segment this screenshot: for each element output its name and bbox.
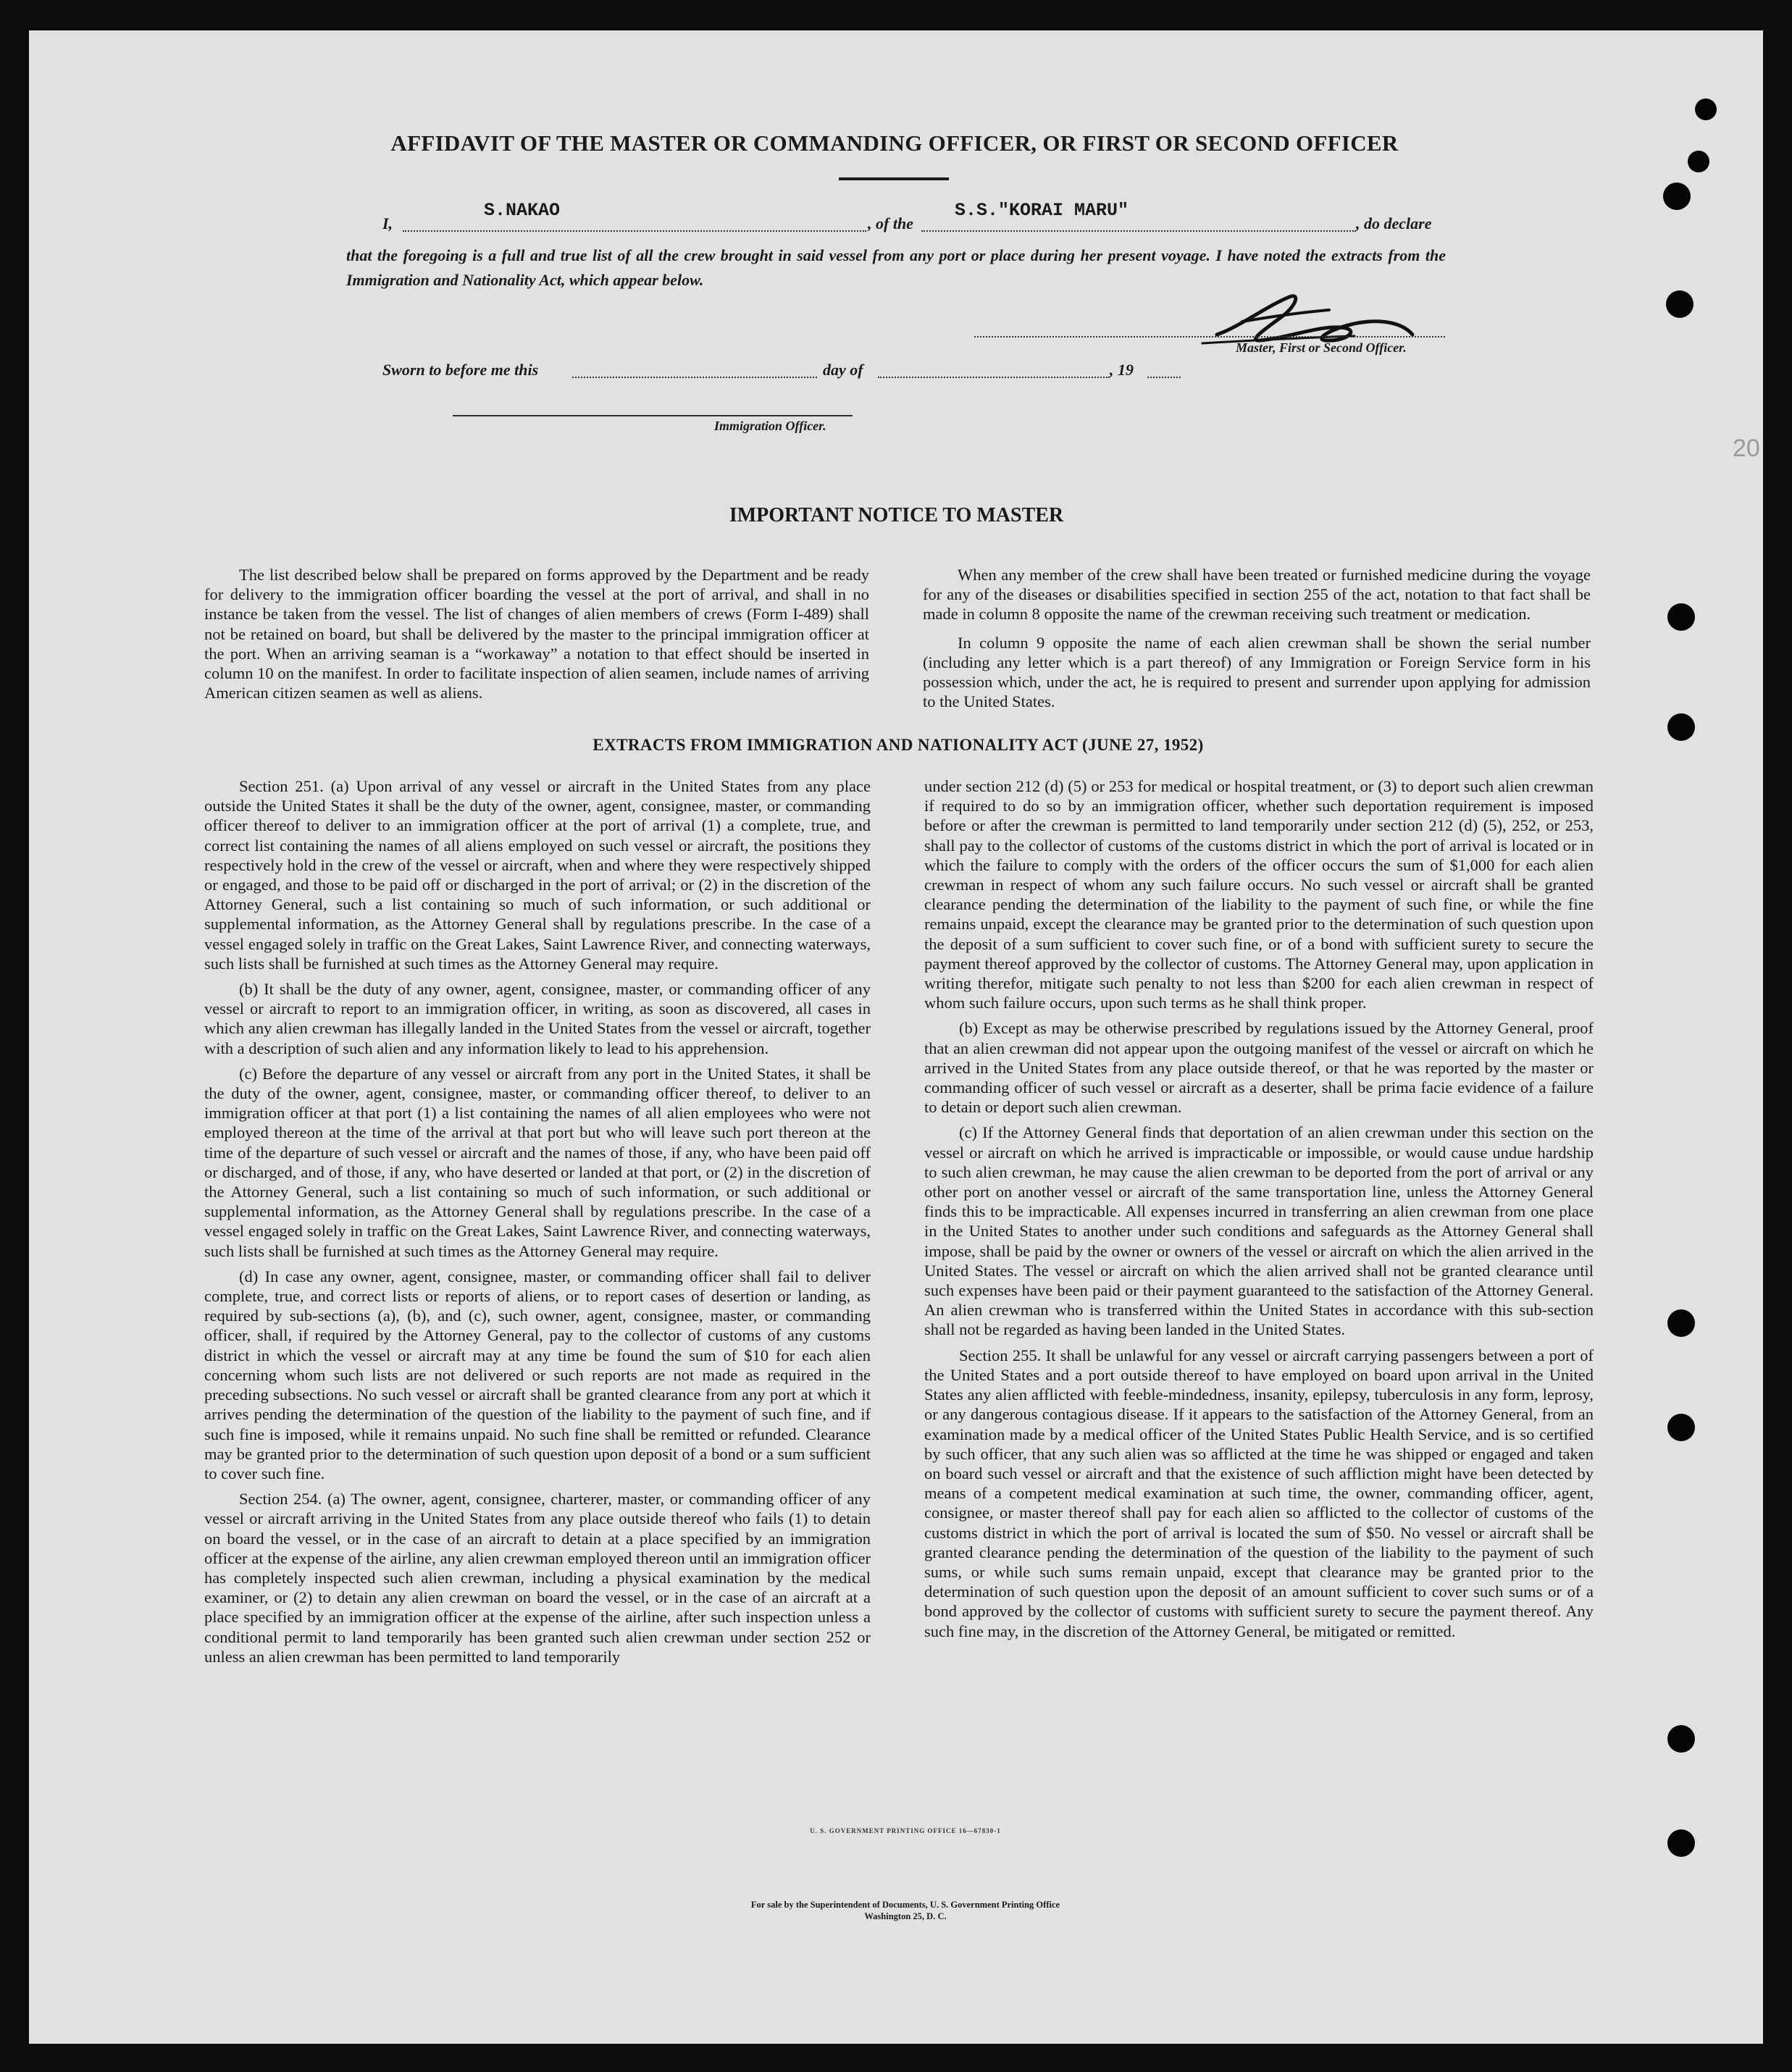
extract-paragraph: under section 212 (d) (5) or 253 for medical or hospital treatment, or (3) to deport such alien crewman if required to do so by an immigration officer, whether such deportation requirement is imposed before or after the crewman is permitted to land temporarily under section 212 (d) (5), 252, or 253, shall pay to the collector of customs of the customs district in which the port of arrival is located or in which the failure to comply with the orders of the officer occurs the sum of $1,000 for each alien crewman in respect of whom any such failure occurs. No such vessel or aircraft shall be granted clearance pending the determination of the liability to the payment of such fine, or while the fine remains unpaid, except the clearance may be granted prior to the determination of such question upon the deposit of a sum sufficient to cover such fine, or of a bond with sufficient surety to secure the payment thereof approved by the collector of customs. The Attorney General may, upon application in writing therefor, mitigate such penalty to not less than $200 for each alien crewman in respect of whom such failure occurs, upon such terms as he shall think proper. xyxy=(924,777,1594,1012)
printing-office-code: U. S. GOVERNMENT PRINTING OFFICE 16—67830-1 xyxy=(810,1827,1001,1834)
vessel-name-value: S.S."KORAI MARU" xyxy=(955,200,1129,221)
extract-paragraph: (d) In case any owner, agent, consignee, master, or commanding officer shall fail to deliver complete, true, and correct lists or reports of aliens, or to report cases of desertion or landing, as required by sub-sections (a), (b), and (c), such owner, agent, consignee, master, or commanding officer, shall, if required by the Attorney General, pay to the collector of customs of any customs district in which the vessel or aircraft may at any time be found the sum of $10 for each alien concerning whom such lists are not delivered or such reports are not made as required in the preceding subsections. No such vessel or aircraft shall be granted clearance from any port at which it arrives pending the determination of the question of the liability to the payment of such fine, and if such fine is imposed, while it remains unpaid. No such fine shall be remitted or refunded. Clearance may be granted prior to the determination of such question upon deposit of a bond or a sum sufficient to cover such fine. xyxy=(204,1267,871,1482)
notice-title: IMPORTANT NOTICE TO MASTER xyxy=(729,504,1064,527)
sworn-date-line xyxy=(572,377,817,378)
notice-right-paragraph: When any member of the crew shall have been treated or furnished medicine during the voyage for any of the diseases or disabilities specified in section 255 of the act, notation to that fact shall be made in column 8 opposite the name of the crewman receiving such treatment or medication. xyxy=(923,566,1591,624)
binder-hole xyxy=(1688,151,1709,172)
binder-hole xyxy=(1666,290,1693,318)
signature-caption: Master, First or Second Officer. xyxy=(1236,340,1407,355)
signature-line xyxy=(974,336,1445,337)
extract-paragraph: (c) Before the departure of any vessel or aircraft from any port in the United States, it shall be the duty of the owner, agent, consignee, master, or commanding officer thereof, to deliver to an immigration officer at that port (1) a list containing the names of all alien employees who were not employed thereon at the time of the arrival at that port but who will leave such port thereon at the time of the departure of such vessel or aircraft and the names of those, if any, who have been paid off or discharged, and of those, if any, who have deserted or landed at that port, or (2) in the discretion of the Attorney General, such a list containing so much of such information, or such additional or supplemental information, as the Attorney General shall by regulations prescribe. In the case of a vessel engaged solely in traffic on the Great Lakes, Saint Lawrence River, and connecting waterways, such lists shall be furnished at such times as the Attorney General may require. xyxy=(204,1064,871,1260)
binder-hole xyxy=(1667,1309,1695,1337)
name-field-line xyxy=(403,230,866,232)
sale-notice-line-1: For sale by the Superintendent of Documents, U. S. Government Printing Office xyxy=(750,1900,1060,1910)
i-label: I, xyxy=(382,214,393,232)
of-the-label: , of the xyxy=(868,214,913,232)
vessel-field-line xyxy=(921,230,1356,232)
title-divider xyxy=(839,177,949,180)
master-name-value: S.NAKAO xyxy=(484,200,561,221)
declaration-text: that the foregoing is a full and true list of all the crew brought in said vessel from any port or place during her present voyage. I have noted the extracts from the Immigration and Nationality Act, which appear below. xyxy=(346,246,1446,289)
page-title: AFFIDAVIT OF THE MASTER OR COMMANDING OFFICER, OR FIRST OR SECOND OFFICER xyxy=(390,130,1399,156)
extracts-title: EXTRACTS FROM IMMIGRATION AND NATIONALITY ACT (JUNE 27, 1952) xyxy=(593,736,1204,754)
binder-hole xyxy=(1695,98,1717,120)
binder-hole xyxy=(1663,183,1691,210)
margin-mark: 20 xyxy=(1733,435,1760,462)
year-label: , 19 xyxy=(1110,361,1134,379)
binder-hole xyxy=(1667,1414,1695,1441)
extract-paragraph: (c) If the Attorney General finds that deportation of an alien crewman under this section on the vessel or aircraft on which he arrived is impracticable or impossible, or would cause undue hardship to such alien crewman, he may cause the alien crewman to be deported from the port of arrival or any other port on another vessel or aircraft of the same transportation line, unless the Attorney General finds this to be impracticable. All expenses incurred in transferring an alien crewman from one place in the United States to another under such conditions and safeguards as the Attorney General shall impose, shall be paid by the owner or owners of the vessel or aircraft on which the alien arrived in the United States. The vessel or aircraft on which the alien arrived shall not be granted clearance until such expenses have been paid or their payment guaranteed to the satisfaction of the Attorney General. An alien crewman who is transferred within the United States in accordance with this sub-section shall not be regarded as having been landed in the United States. xyxy=(924,1123,1594,1339)
extract-paragraph: Section 251. (a) Upon arrival of any vessel or aircraft in the United States from any place outside the United States it shall be the duty of the owner, agent, consignee, master, or commanding officer thereof to deliver to an immigration officer at the port of arrival (1) a complete, true, and correct list containing the names of all aliens employed on such vessel or aircraft, the positions they respectively hold in the crew of the vessel or aircraft, when and where they were respectively shipped or engaged, and those to be paid off or discharged in the port of arrival; or (2) in the discretion of the Attorney General, such a list containing so much of such information, or such additional or supplemental information, as the Attorney General shall by regulations prescribe. In the case of a vessel engaged solely in traffic on the Great Lakes, Saint Lawrence River, and connecting waterways, such lists shall be furnished at such times as the Attorney General may require. xyxy=(204,777,871,973)
extract-paragraph: (b) Except as may be otherwise prescribed by regulations issued by the Attorney General, proof that an alien crewman did not appear upon the outgoing manifest of the vessel or aircraft on which he arrived in the United States from any place outside thereof, or that he was reported by the master or commanding officer of such vessel or aircraft as a deserter, shall be prima facie evidence of a failure to detain or deport such alien crewman. xyxy=(924,1019,1594,1117)
binder-hole xyxy=(1667,1725,1695,1753)
sale-notice-line-2: Washington 25, D. C. xyxy=(864,1911,947,1921)
binder-hole xyxy=(1667,713,1695,741)
do-declare-label: , do declare xyxy=(1356,214,1432,232)
binder-hole xyxy=(1667,1829,1695,1857)
notice-left-paragraph: The list described below shall be prepared on forms approved by the Department and be ready for delivery to the immigration officer boarding the vessel at the port of arrival, and shall in no instance be taken from the vessel. The list of changes of alien members of crews (Form I-489) shall not be retained on board, but shall be delivered by the master to the principal immigration officer at the port. When an arriving seaman is a “workaway” a notation to that effect should be inserted in column 10 on the manifest. In order to facilitate inspection of alien seamen, include names of arriving American citizen seamen as well as aliens. xyxy=(204,566,869,702)
extract-paragraph: Section 254. (a) The owner, agent, consignee, charterer, master, or commanding officer of any vessel or aircraft arriving in the United States from any place outside thereof who fails (1) to detain on board the vessel, or in the case of an aircraft to detain at a place specified by an immigration officer at the expense of the airline, any alien crewman employed thereon until an immigration officer has completely inspected such alien crewman, including a physical examination by the medical examiner, or (2) to detain any alien crewman on board the vessel, or in the case of an aircraft at a place specified by an immigration officer at the expense of the airline, after such inspection unless a conditional permit to land temporarily has been granted such alien crewman under section 252 or unless an alien crewman has been permitted to land temporarily xyxy=(204,1490,871,1666)
month-line xyxy=(878,377,1110,378)
immigration-officer-line xyxy=(453,415,853,416)
notice-right-paragraph: In column 9 opposite the name of each alien crewman shall be shown the serial number (including any letter which is a part thereof) of any Immigration or Foreign Service form in his possession which, under the act, he is required to present and surrender upon applying for admission to the United States. xyxy=(923,633,1591,711)
extract-paragraph: Section 255. It shall be unlawful for any vessel or aircraft carrying passengers between a port of the United States and a port outside thereof to have employed on board upon arrival in the United States any alien afflicted with feeble-mindedness, insanity, epilepsy, tuberculosis in any form, leprosy, or any dangerous contagious disease. If it appears to the satisfaction of the Attorney General, from an examination made by a medical officer of the United States Public Health Service, and is so certified by such officer, that any such alien was so afflicted at the time he was shipped or engaged and taken on board such vessel or aircraft and that the existence of such affliction might have been detected by means of a competent medical examination at such time, the owner, commanding officer, agent, consignee, or master thereof shall pay for each alien so afflicted to the collector of customs of the customs district in which the port of arrival is located the sum of $50. No vessel or aircraft shall be granted clearance pending the determination of the question of the liability to the payment of such sums, or while such sums remain unpaid, except that clearance may be granted prior to the determination of such question upon the deposit of an amount sufficient to cover such sums or of a bond approved by the collector of customs with sufficient surety to secure the payment thereof. Any such fine may, in the discretion of the Attorney General, be mitigated or remitted. xyxy=(924,1346,1594,1640)
sworn-label: Sworn to before me this xyxy=(382,361,539,379)
sale-notice xyxy=(652,1899,1159,1922)
day-of-label: day of xyxy=(823,361,863,379)
binder-hole xyxy=(1667,603,1695,631)
extract-paragraph: (b) It shall be the duty of any owner, agent, consignee, master, or commanding officer of any vessel or aircraft to report to an immigration officer, in writing, as soon as discovered, all cases in which any alien crewman has illegally landed in the United States from the vessel or aircraft, together with a description of such alien and any information likely to lead to his apprehension. xyxy=(204,980,871,1057)
year-line xyxy=(1147,377,1181,378)
immigration-officer-caption: Immigration Officer. xyxy=(714,419,826,433)
